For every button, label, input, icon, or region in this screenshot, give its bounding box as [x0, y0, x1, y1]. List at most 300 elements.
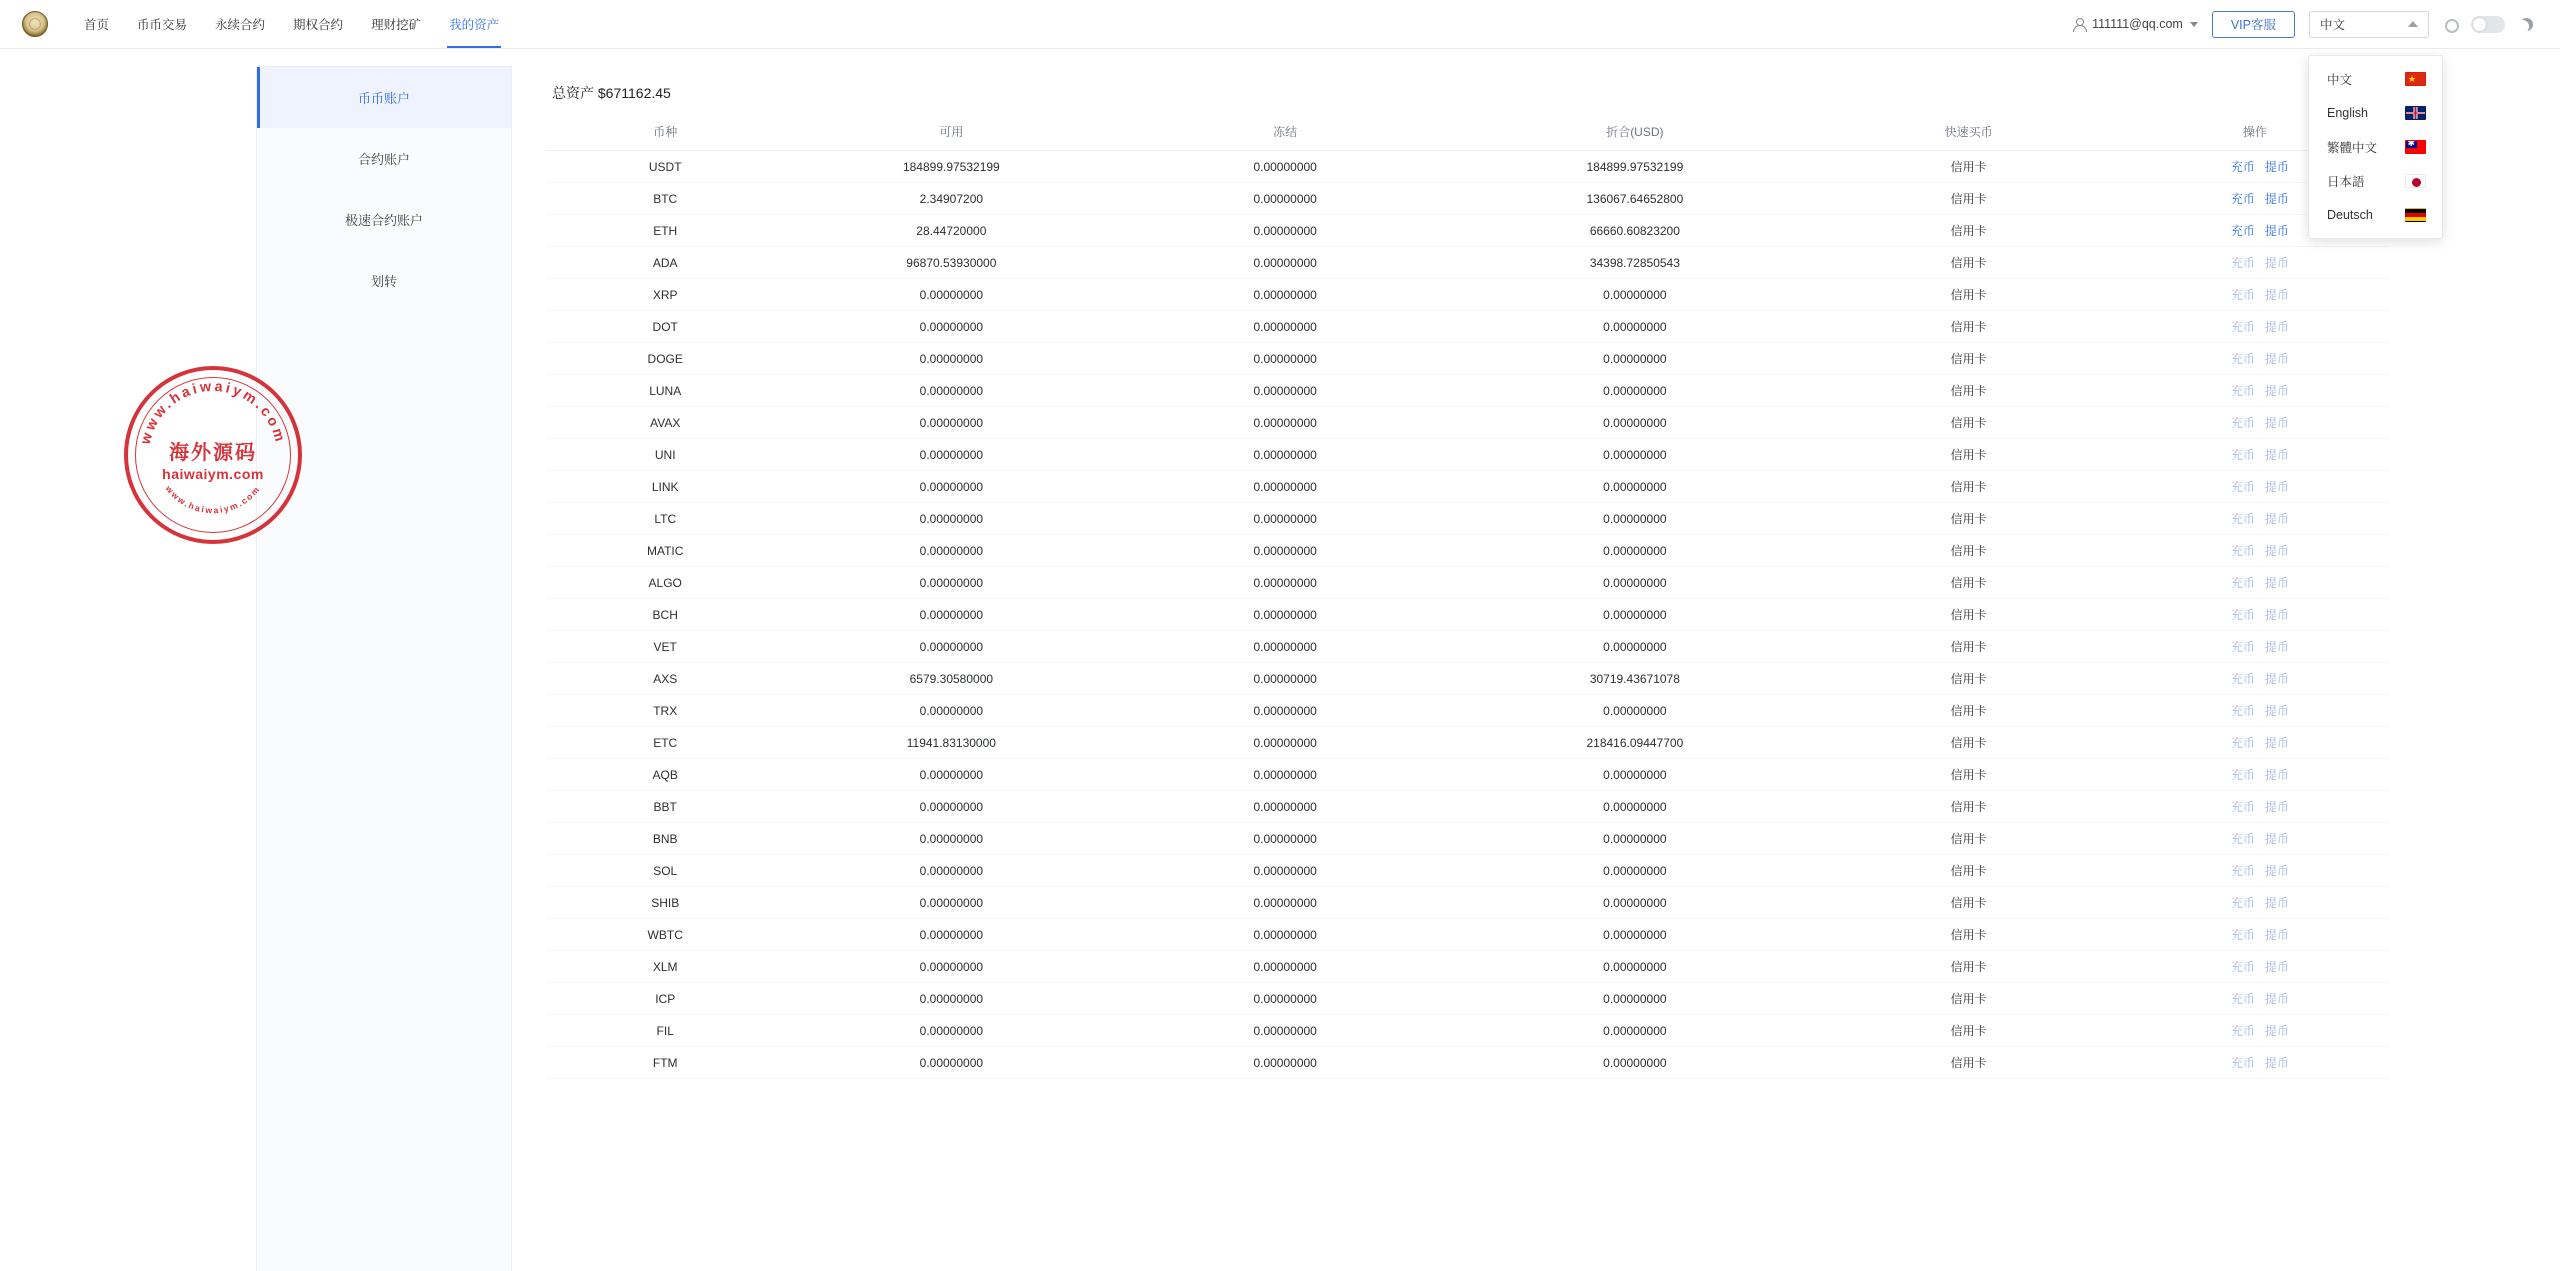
cell-frozen: 0.00000000	[1118, 215, 1452, 247]
cell-available: 0.00000000	[784, 791, 1118, 823]
credit-card-buy-link[interactable]: 信用卡	[1950, 832, 1987, 846]
credit-card-buy-link[interactable]: 信用卡	[1950, 640, 1987, 654]
table-row	[546, 983, 2390, 1015]
withdraw-link[interactable]: 提币	[2264, 512, 2289, 526]
cell-available: 0.00000000	[784, 599, 1118, 631]
credit-card-buy-link[interactable]: 信用卡	[1950, 448, 1987, 462]
credit-card-buy-link[interactable]: 信用卡	[1950, 320, 1987, 334]
cell-available: 0.00000000	[784, 567, 1118, 599]
deposit-link[interactable]: 充币	[2230, 320, 2255, 334]
deposit-link[interactable]: 充币	[2230, 512, 2255, 526]
deposit-link[interactable]: 充币	[2230, 608, 2255, 622]
cell-quick-buy	[1818, 215, 2120, 247]
cell-operations	[2120, 407, 2390, 439]
credit-card-buy-link[interactable]: 信用卡	[1950, 864, 1987, 878]
cell-available: 0.00000000	[784, 759, 1118, 791]
withdraw-link[interactable]: 提币	[2264, 320, 2289, 334]
credit-card-buy-link[interactable]: 信用卡	[1950, 160, 1987, 174]
deposit-link[interactable]: 充币	[2230, 416, 2255, 430]
column-header-quick-buy: 快速买币	[1818, 115, 2120, 151]
cell-coin: VET	[546, 631, 784, 663]
assets-table-body	[546, 151, 2390, 1079]
cell-usd-value: 0.00000000	[1452, 695, 1818, 727]
sidebar-item-contract-account[interactable]: 合约账户	[357, 152, 410, 167]
cell-quick-buy	[1818, 567, 2120, 599]
cell-operations	[2120, 599, 2390, 631]
table-row	[546, 183, 2390, 215]
cell-frozen: 0.00000000	[1118, 567, 1452, 599]
cell-operations	[2120, 247, 2390, 279]
withdraw-link[interactable]: 提币	[2264, 416, 2289, 430]
cell-available: 0.00000000	[784, 535, 1118, 567]
flag-de-icon	[2405, 208, 2426, 222]
deposit-link[interactable]: 充币	[2230, 864, 2255, 878]
cell-frozen: 0.00000000	[1118, 823, 1452, 855]
language-option-label: English	[2327, 106, 2368, 120]
user-account-menu[interactable]	[2072, 17, 2198, 31]
language-selected-label: 中文	[2320, 18, 2346, 32]
svg-text:www.haiwaiym.com: www.haiwaiym.com	[163, 483, 263, 516]
language-option-label: 日本語	[2327, 175, 2365, 189]
cell-operations	[2120, 791, 2390, 823]
deposit-link[interactable]: 充币	[2230, 928, 2255, 942]
deposit-link[interactable]: 充币	[2230, 384, 2255, 398]
flag-tw-icon	[2405, 140, 2426, 154]
table-row	[546, 823, 2390, 855]
cell-available: 6579.30580000	[784, 663, 1118, 695]
cell-usd-value: 0.00000000	[1452, 759, 1818, 791]
withdraw-link[interactable]: 提币	[2264, 704, 2289, 718]
table-row	[546, 887, 2390, 919]
cell-available: 0.00000000	[784, 695, 1118, 727]
language-option-german[interactable]	[2309, 198, 2442, 232]
deposit-link[interactable]: 充币	[2230, 768, 2255, 782]
cell-frozen: 0.00000000	[1118, 663, 1452, 695]
table-row	[546, 919, 2390, 951]
nav-item-home[interactable]: 首页	[84, 18, 110, 32]
deposit-link[interactable]: 充币	[2230, 1024, 2255, 1038]
credit-card-buy-link[interactable]: 信用卡	[1950, 992, 1987, 1006]
cell-usd-value: 30719.43671078	[1452, 663, 1818, 695]
cell-available: 0.00000000	[784, 951, 1118, 983]
cell-operations	[2120, 823, 2390, 855]
cell-available: 0.00000000	[784, 1047, 1118, 1079]
cell-frozen: 0.00000000	[1118, 887, 1452, 919]
cell-operations	[2120, 855, 2390, 887]
cell-frozen: 0.00000000	[1118, 311, 1452, 343]
moon-icon[interactable]	[2519, 17, 2534, 32]
cell-available: 0.00000000	[784, 503, 1118, 535]
stamp-center-text: 海外源码	[169, 442, 257, 464]
nav-item-options-contract[interactable]: 期权合约	[293, 18, 344, 32]
cell-usd-value: 0.00000000	[1452, 1047, 1818, 1079]
table-row	[546, 727, 2390, 759]
cell-frozen: 0.00000000	[1118, 471, 1452, 503]
credit-card-buy-link[interactable]: 信用卡	[1950, 672, 1987, 686]
withdraw-link[interactable]: 提币	[2264, 288, 2289, 302]
credit-card-buy-link[interactable]: 信用卡	[1950, 288, 1987, 302]
cell-quick-buy	[1818, 311, 2120, 343]
cell-usd-value: 0.00000000	[1452, 855, 1818, 887]
cell-quick-buy	[1818, 407, 2120, 439]
cell-quick-buy	[1818, 375, 2120, 407]
cell-quick-buy	[1818, 663, 2120, 695]
withdraw-link[interactable]: 提币	[2264, 384, 2289, 398]
withdraw-link[interactable]: 提币	[2264, 224, 2289, 238]
cell-coin: ALGO	[546, 567, 784, 599]
cell-quick-buy	[1818, 887, 2120, 919]
cell-usd-value: 184899.97532199	[1452, 151, 1818, 183]
cell-coin: ETH	[546, 215, 784, 247]
credit-card-buy-link[interactable]: 信用卡	[1950, 544, 1987, 558]
withdraw-link[interactable]: 提币	[2264, 160, 2289, 174]
credit-card-buy-link[interactable]: 信用卡	[1950, 352, 1987, 366]
column-header-usd: 折合(USD)	[1452, 115, 1818, 151]
table-row	[546, 311, 2390, 343]
cell-coin: SHIB	[546, 887, 784, 919]
cell-frozen: 0.00000000	[1118, 407, 1452, 439]
cell-coin: AVAX	[546, 407, 784, 439]
cell-coin: FIL	[546, 1015, 784, 1047]
assets-header	[546, 71, 2390, 115]
table-row	[546, 855, 2390, 887]
credit-card-buy-link[interactable]: 信用卡	[1950, 576, 1987, 590]
cell-coin: TRX	[546, 695, 784, 727]
deposit-link[interactable]: 充币	[2230, 256, 2255, 270]
sidebar-item-fast-contract-account[interactable]: 极速合约账户	[344, 213, 423, 228]
cell-usd-value: 0.00000000	[1452, 823, 1818, 855]
deposit-link[interactable]: 充币	[2230, 224, 2255, 238]
cell-available: 0.00000000	[784, 343, 1118, 375]
cell-frozen: 0.00000000	[1118, 631, 1452, 663]
cell-usd-value: 0.00000000	[1452, 407, 1818, 439]
cell-available: 184899.97532199	[784, 151, 1118, 183]
cell-operations	[2120, 567, 2390, 599]
cell-quick-buy	[1818, 343, 2120, 375]
withdraw-link[interactable]: 提币	[2264, 256, 2289, 270]
user-icon	[2072, 18, 2085, 31]
deposit-link[interactable]: 充币	[2230, 160, 2255, 174]
theme-toggle-switch[interactable]	[2471, 16, 2505, 33]
cell-operations	[2120, 759, 2390, 791]
deposit-link[interactable]: 充币	[2230, 480, 2255, 494]
cell-quick-buy	[1818, 631, 2120, 663]
cell-coin: DOGE	[546, 343, 784, 375]
withdraw-link[interactable]: 提币	[2264, 448, 2289, 462]
table-row	[546, 631, 2390, 663]
cell-coin: WBTC	[546, 919, 784, 951]
deposit-link[interactable]: 充币	[2230, 352, 2255, 366]
cell-available: 28.44720000	[784, 215, 1118, 247]
language-option-label: 繁體中文	[2327, 141, 2378, 155]
cell-coin: LUNA	[546, 375, 784, 407]
assets-sidebar	[256, 66, 512, 1271]
table-row	[546, 663, 2390, 695]
cell-usd-value: 66660.60823200	[1452, 215, 1818, 247]
deposit-link[interactable]: 充币	[2230, 544, 2255, 558]
nav-item-finance-mining[interactable]: 理财挖矿	[371, 18, 422, 32]
cell-usd-value: 0.00000000	[1452, 567, 1818, 599]
deposit-link[interactable]: 充币	[2230, 736, 2255, 750]
language-option-traditional-chinese[interactable]	[2309, 130, 2442, 164]
credit-card-buy-link[interactable]: 信用卡	[1950, 800, 1987, 814]
deposit-link[interactable]: 充币	[2230, 672, 2255, 686]
cell-available: 0.00000000	[784, 439, 1118, 471]
cell-coin: AXS	[546, 663, 784, 695]
credit-card-buy-link[interactable]: 信用卡	[1950, 960, 1987, 974]
cell-coin: ICP	[546, 983, 784, 1015]
top-navigation-bar	[0, 0, 2560, 49]
table-row	[546, 247, 2390, 279]
table-row	[546, 375, 2390, 407]
cell-usd-value: 0.00000000	[1452, 631, 1818, 663]
cell-frozen: 0.00000000	[1118, 791, 1452, 823]
table-row	[546, 791, 2390, 823]
credit-card-buy-link[interactable]: 信用卡	[1950, 512, 1987, 526]
cell-quick-buy	[1818, 1015, 2120, 1047]
cell-usd-value: 0.00000000	[1452, 1015, 1818, 1047]
credit-card-buy-link[interactable]: 信用卡	[1950, 768, 1987, 782]
withdraw-link[interactable]: 提币	[2264, 352, 2289, 366]
credit-card-buy-link[interactable]: 信用卡	[1950, 192, 1987, 206]
cell-usd-value: 0.00000000	[1452, 535, 1818, 567]
cell-quick-buy	[1818, 151, 2120, 183]
gear-icon[interactable]	[2443, 17, 2457, 31]
withdraw-link[interactable]: 提币	[2264, 864, 2289, 878]
table-row	[546, 279, 2390, 311]
cell-operations	[2120, 887, 2390, 919]
cell-usd-value: 0.00000000	[1452, 951, 1818, 983]
cell-frozen: 0.00000000	[1118, 343, 1452, 375]
credit-card-buy-link[interactable]: 信用卡	[1950, 1024, 1987, 1038]
withdraw-link[interactable]: 提币	[2264, 576, 2289, 590]
cell-quick-buy	[1818, 919, 2120, 951]
cell-available: 0.00000000	[784, 279, 1118, 311]
table-row	[546, 503, 2390, 535]
cell-usd-value: 0.00000000	[1452, 343, 1818, 375]
user-email-label: 111111@qq.com	[2092, 17, 2183, 31]
cell-quick-buy	[1818, 759, 2120, 791]
credit-card-buy-link[interactable]: 信用卡	[1950, 416, 1987, 430]
cell-frozen: 0.00000000	[1118, 919, 1452, 951]
withdraw-link[interactable]: 提币	[2264, 960, 2289, 974]
cell-usd-value: 0.00000000	[1452, 983, 1818, 1015]
cell-quick-buy	[1818, 951, 2120, 983]
withdraw-link[interactable]: 提币	[2264, 800, 2289, 814]
credit-card-buy-link[interactable]: 信用卡	[1950, 224, 1987, 238]
cell-operations	[2120, 919, 2390, 951]
credit-card-buy-link[interactable]: 信用卡	[1950, 928, 1987, 942]
site-logo[interactable]	[22, 11, 48, 37]
svg-text:www.haiwaiym.com: www.haiwaiym.com	[137, 378, 289, 447]
withdraw-link[interactable]: 提币	[2264, 192, 2289, 206]
credit-card-buy-link[interactable]: 信用卡	[1950, 736, 1987, 750]
cell-frozen: 0.00000000	[1118, 951, 1452, 983]
cell-frozen: 0.00000000	[1118, 439, 1452, 471]
cell-available: 0.00000000	[784, 631, 1118, 663]
cell-quick-buy	[1818, 503, 2120, 535]
sidebar-item-transfer[interactable]: 划转	[370, 274, 397, 289]
deposit-link[interactable]: 充币	[2230, 896, 2255, 910]
cell-operations	[2120, 535, 2390, 567]
cell-coin: FTM	[546, 1047, 784, 1079]
withdraw-link[interactable]: 提币	[2264, 672, 2289, 686]
cell-usd-value: 0.00000000	[1452, 279, 1818, 311]
cell-available: 0.00000000	[784, 471, 1118, 503]
credit-card-buy-link[interactable]: 信用卡	[1950, 704, 1987, 718]
cell-usd-value: 0.00000000	[1452, 471, 1818, 503]
cell-coin: XRP	[546, 279, 784, 311]
cell-coin: SOL	[546, 855, 784, 887]
cell-coin: USDT	[546, 151, 784, 183]
cell-usd-value: 0.00000000	[1452, 375, 1818, 407]
cell-frozen: 0.00000000	[1118, 375, 1452, 407]
cell-quick-buy	[1818, 279, 2120, 311]
cell-frozen: 0.00000000	[1118, 1047, 1452, 1079]
cell-quick-buy	[1818, 439, 2120, 471]
nav-item-my-assets[interactable]: 我的资产	[435, 0, 513, 48]
deposit-link[interactable]: 充币	[2230, 288, 2255, 302]
cell-coin: XLM	[546, 951, 784, 983]
withdraw-link[interactable]: 提币	[2264, 1024, 2289, 1038]
cell-usd-value: 0.00000000	[1452, 311, 1818, 343]
cell-operations	[2120, 727, 2390, 759]
deposit-link[interactable]: 充币	[2230, 800, 2255, 814]
cell-quick-buy	[1818, 471, 2120, 503]
withdraw-link[interactable]: 提币	[2264, 1056, 2289, 1070]
withdraw-link[interactable]: 提币	[2264, 992, 2289, 1006]
deposit-link[interactable]: 充币	[2230, 1056, 2255, 1070]
cell-coin: DOT	[546, 311, 784, 343]
cell-frozen: 0.00000000	[1118, 535, 1452, 567]
table-row	[546, 407, 2390, 439]
cell-coin: LINK	[546, 471, 784, 503]
table-row	[546, 439, 2390, 471]
cell-available: 0.00000000	[784, 823, 1118, 855]
table-row	[546, 1015, 2390, 1047]
cell-frozen: 0.00000000	[1118, 183, 1452, 215]
cell-operations	[2120, 503, 2390, 535]
table-row	[546, 151, 2390, 183]
cell-quick-buy	[1818, 599, 2120, 631]
credit-card-buy-link[interactable]: 信用卡	[1950, 480, 1987, 494]
deposit-link[interactable]: 充币	[2230, 992, 2255, 1006]
language-option-japanese[interactable]	[2309, 164, 2442, 198]
deposit-link[interactable]: 充币	[2230, 448, 2255, 462]
deposit-link[interactable]: 充币	[2230, 960, 2255, 974]
withdraw-link[interactable]: 提币	[2264, 544, 2289, 558]
withdraw-link[interactable]: 提币	[2264, 928, 2289, 942]
cell-frozen: 0.00000000	[1118, 855, 1452, 887]
language-dropdown-menu[interactable]	[2308, 55, 2443, 239]
chevron-up-icon	[2408, 21, 2418, 27]
withdraw-link[interactable]: 提币	[2264, 736, 2289, 750]
credit-card-buy-link[interactable]: 信用卡	[1950, 608, 1987, 622]
table-header-row	[546, 115, 2390, 151]
withdraw-link[interactable]: 提币	[2264, 640, 2289, 654]
table-row	[546, 471, 2390, 503]
table-row	[546, 567, 2390, 599]
deposit-link[interactable]: 充币	[2230, 576, 2255, 590]
cell-available: 0.00000000	[784, 887, 1118, 919]
cell-available: 0.00000000	[784, 407, 1118, 439]
cell-quick-buy	[1818, 695, 2120, 727]
deposit-link[interactable]: 充币	[2230, 640, 2255, 654]
sidebar-item-spot-account[interactable]: 币币账户	[257, 67, 511, 128]
cell-available: 11941.83130000	[784, 727, 1118, 759]
cell-coin: ADA	[546, 247, 784, 279]
cell-frozen: 0.00000000	[1118, 695, 1452, 727]
assets-table	[546, 115, 2390, 1079]
cell-frozen: 0.00000000	[1118, 983, 1452, 1015]
deposit-link[interactable]: 充币	[2230, 192, 2255, 206]
cell-operations	[2120, 439, 2390, 471]
cell-usd-value: 0.00000000	[1452, 887, 1818, 919]
cell-operations	[2120, 1015, 2390, 1047]
withdraw-link[interactable]: 提币	[2264, 608, 2289, 622]
vip-support-button[interactable]: VIP客服	[2212, 11, 2295, 38]
cell-available: 0.00000000	[784, 983, 1118, 1015]
cell-coin: BBT	[546, 791, 784, 823]
language-option-label: Deutsch	[2327, 208, 2373, 222]
total-assets-label: 总资产 $671162.45	[552, 85, 671, 101]
cell-quick-buy	[1818, 535, 2120, 567]
column-header-available: 可用	[784, 115, 1118, 151]
column-header-coin: 币种	[546, 115, 784, 151]
cell-quick-buy	[1818, 855, 2120, 887]
cell-operations	[2120, 695, 2390, 727]
cell-coin: BTC	[546, 183, 784, 215]
flag-gb-icon	[2405, 106, 2426, 120]
withdraw-link[interactable]: 提币	[2264, 832, 2289, 846]
cell-frozen: 0.00000000	[1118, 759, 1452, 791]
language-option-chinese[interactable]	[2309, 62, 2442, 96]
language-selector[interactable]	[2309, 11, 2429, 38]
withdraw-link[interactable]: 提币	[2264, 480, 2289, 494]
cell-operations	[2120, 631, 2390, 663]
cell-available: 0.00000000	[784, 311, 1118, 343]
cell-operations	[2120, 343, 2390, 375]
cell-operations	[2120, 951, 2390, 983]
withdraw-link[interactable]: 提币	[2264, 896, 2289, 910]
credit-card-buy-link[interactable]: 信用卡	[1950, 256, 1987, 270]
language-option-english[interactable]	[2309, 96, 2442, 130]
table-row	[546, 599, 2390, 631]
cell-usd-value: 0.00000000	[1452, 439, 1818, 471]
cell-available: 0.00000000	[784, 375, 1118, 407]
cell-operations	[2120, 1047, 2390, 1079]
column-header-operations: 操作	[2120, 115, 2390, 151]
credit-card-buy-link[interactable]: 信用卡	[1950, 384, 1987, 398]
cell-quick-buy	[1818, 1047, 2120, 1079]
credit-card-buy-link[interactable]: 信用卡	[1950, 896, 1987, 910]
nav-item-perpetual-contract[interactable]: 永续合约	[215, 18, 266, 32]
cell-frozen: 0.00000000	[1118, 1015, 1452, 1047]
table-row	[546, 951, 2390, 983]
cell-frozen: 0.00000000	[1118, 503, 1452, 535]
cell-quick-buy	[1818, 983, 2120, 1015]
cell-usd-value: 0.00000000	[1452, 599, 1818, 631]
deposit-link[interactable]: 充币	[2230, 704, 2255, 718]
cell-quick-buy	[1818, 823, 2120, 855]
credit-card-buy-link[interactable]: 信用卡	[1950, 1056, 1987, 1070]
withdraw-link[interactable]: 提币	[2264, 768, 2289, 782]
deposit-link[interactable]: 充币	[2230, 832, 2255, 846]
cell-operations	[2120, 279, 2390, 311]
stamp-sub-text: haiwaiym.com	[162, 466, 264, 482]
cell-frozen: 0.00000000	[1118, 151, 1452, 183]
nav-item-spot-trading[interactable]: 币币交易	[137, 18, 188, 32]
